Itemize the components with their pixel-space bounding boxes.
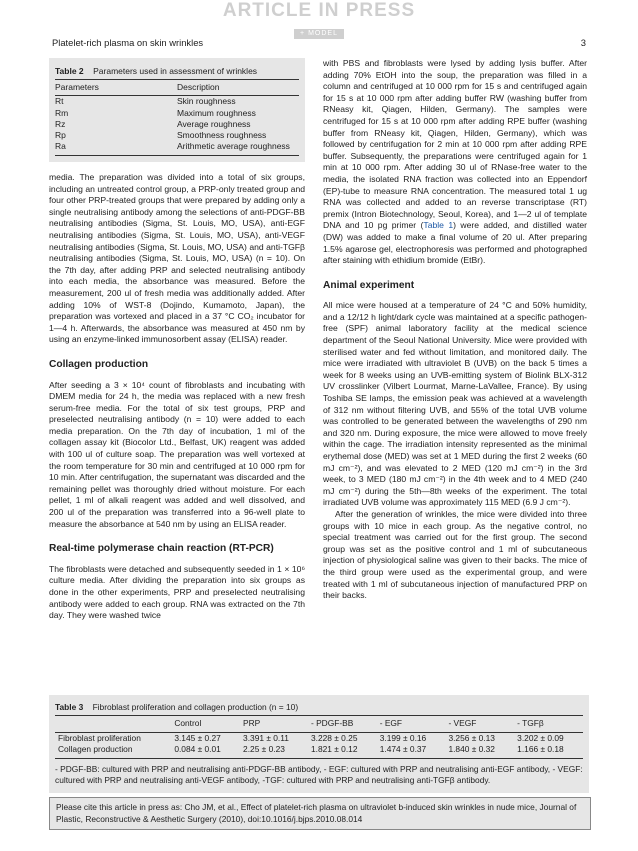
table-cell: 1.821 ± 0.12 (308, 744, 377, 758)
table-cell: Rm (55, 107, 69, 118)
table-cell: Smoothness roughness (177, 130, 267, 141)
table-2-title: Parameters used in assessment of wrinkles (93, 66, 258, 76)
body-paragraph: The fibroblasts were detached and subsequently seeded in 1 × 10⁶ culture media. After dividing the preparation into six groups as done in the other experiments, PRP and preselected neutralising antibody were added to each group. RNA was extracted on the 7th day. They were washed twice (49, 563, 305, 621)
table-row (55, 141, 299, 155)
section-heading-collagen: Collagen production (49, 358, 149, 370)
table-3-title: Fibroblast proliferation and collagen production (n = 10) (92, 702, 299, 712)
section-heading-rt-pcr: Real-time polymerase chain reaction (RT-PCR) (49, 543, 274, 555)
body-paragraph (323, 58, 587, 267)
banner-title: ARTICLE IN PRESS (222, 0, 416, 21)
citation-box: Please cite this article in press as: Cho JM, et al., Effect of platelet-rich plasma on ultraviolet b-induced skin wrinkles in nude mice, Journal of Plastic, Reconstructive & Aesthetic Surgery (2010), doi:10.1016/j.bjps.2010.08.014 (49, 797, 591, 830)
table-row (55, 96, 299, 108)
table-cell: 3.199 ± 0.16 (379, 732, 427, 743)
table-3-header: - TGFβ (514, 716, 583, 733)
table-row (55, 108, 299, 119)
table-cell: Skin roughness (177, 96, 236, 107)
table-3-header: - PDGF-BB (308, 716, 377, 733)
table-cell: 1.166 ± 0.18 (514, 744, 583, 758)
table-2 (49, 58, 305, 162)
body-text: ) were added, and distilled water (DW) was added to make a final volume of 20 ul. After preparing 1.5% agarose gel, electrophoresis was performed and photographed after staining with ethidium bromide (EtBr). (323, 220, 588, 266)
table-cell: Rp (55, 130, 66, 141)
table-cell: 3.228 ± 0.25 (310, 732, 358, 743)
article-in-press-banner (0, 0, 638, 37)
table-3-header (55, 716, 171, 733)
table-cell: 1.474 ± 0.37 (377, 744, 446, 758)
table-cell: Ra (55, 141, 177, 155)
table-cell: Collagen production (55, 744, 171, 758)
page-number: 3 (580, 37, 586, 48)
body-paragraph: All mice were housed at a temperature of 24 °C and 50% humidity, and a 12/12 h light/dark cycle was maintained at a specific pathogen-free (SPF) animal laboratory facility at the medical science department of the Seoul National University. Mice were provided with sterilised water and fed without limitation, and monitored daily. The mice were irradiated with ultraviolet B (UVB) on the back 5 times a week for 8 weeks using an UVB-emitting system of Biolink BLX-312 UV crosslinker (Vilbert Lourmat, Marne-LaVallee, France). By using Toshiba SE lamps, the emission peak was achieved at a wavelength of 312 nm without filtering UVB, and 55% of the total UVB volume was controlled to be generated between the wavelengths of 290 nm and 320 nm. During exposure, the mice were allowed to move freely within the cage. The irradiation intensity represented as the minimal erythemal dose (MED) was set at 1 MED during the first 2 weeks (60 mJ cm⁻²), and was elevated to 2 MED (120 mJ cm⁻²) in the 3rd week, to 3 MED (180 mJ cm⁻²) in the 4th week and to 4 MED (240 mJ cm⁻²) during the 5th—8th weeks of the experiment. The total irradiated UVB volume was approximately 115 MED (6.9 J cm⁻²). (323, 300, 587, 508)
table-cell: 2.25 ± 0.23 (240, 744, 308, 758)
table-cell: 3.391 ± 0.11 (243, 732, 289, 743)
table-3-footnote: - PDGF-BB: cultured with PRP and neutralising anti-PDGF-BB antibody, - EGF: cultured with PRP and neutralising anti-EGF antibody, - VEGF: cultured with PRP and neutralising anti-VEGF antibody, -TGF: cultured with PRP and neutralising anti-TGFβ antibody. (55, 763, 583, 785)
table-row (55, 119, 299, 130)
right-column (323, 58, 587, 602)
table-row (55, 732, 583, 744)
table-3-caption (49, 695, 589, 715)
table-cell: 3.202 ± 0.09 (517, 732, 564, 743)
table-3 (49, 695, 589, 793)
table-cell: 3.256 ± 0.13 (448, 732, 495, 743)
body-paragraph: After the generation of wrinkles, the mice were divided into three groups with 10 mice in each group. As the negative control, no special treatment was carried out for the first group. The second group was set as the positive control and 1 ml of subcutaneous injection of physiological saline was given to their backs. The mice of the third group were used as the experimental group, and were treated with 1 ml of subcutaneous injection of manufactured PRP on their backs. (323, 508, 587, 601)
table-cell: 3.145 ± 0.27 (174, 732, 221, 743)
body-paragraph: media. The preparation was divided into a total of six groups, including an untreated control group, a PRP-only treated group and four other PRP-treated groups that were prepared by adding only a single neutralising antibody among the selections of anti-PDGF-BB neutralising antibodies (Sigma, St. Louis, MO, USA), anti-EGF neutralising antibodies (Sigma, St. Louis, MO, USA), anti-VEGF neutralising antibodies (Sigma, St. Louis, MO, USA) and anti-TGFβ neutralising antibodies (Sigma, St. Louis, MO, USA) (n = 10). On the 7th day, after adding PRP and selected neutralising antibody into each media, the absorbance was measured. Before the measurement, 200 ul of fresh media was additionally added. After adding 10% of WST-8 (Dojindo, Kumamoto, Japan), the preparation was vortexed and placed in a 37 °C CO₂ incubator for 1—4 h. Afterwards, the absorbance was measured at 450 nm by using an enzyme-linked immunosorbent assay (ELISA) reader. (49, 172, 305, 345)
table-3-label: Table 3 (55, 702, 84, 712)
table-cell: 0.084 ± 0.01 (171, 744, 240, 758)
left-column (49, 172, 305, 622)
body-paragraph: After seeding a 3 × 10⁴ count of fibroblasts and incubating with DMEM media for 24 h, the media was replaced with a new fresh serum-free media. For the total of six test groups, PRP and preselected neutralising antibody (n = 10) were added to each media preparation. On the 7th day of incubation, 1 ml of the collagen assay kit (Biocolor Ltd., Belfast, UK) reagent was added with 100 ul of culture soap. The preparation was well vortexed at the room temperature for 30 min and centrifuged at 10 000 rpm for 10 min. After centrifugation, the supernatant was discarded and the remaining pellet was thoroughly dried without moisture. For each pellet, 1 ml of alkali reagent was added and well dissolved, and 200 ul of the preparation was transferred into a 96-well plate to measure the absorbance at 540 nm by using an ELISA reader. (49, 379, 305, 529)
table-2-caption (49, 58, 305, 79)
running-head-title: Platelet-rich plasma on skin wrinkles (52, 37, 204, 48)
table-cell: Rt (55, 96, 64, 107)
table-3-header: - EGF (377, 716, 446, 733)
running-head (52, 37, 586, 48)
table-cell: 1.840 ± 0.32 (445, 744, 514, 758)
table-3-header: - VEGF (445, 716, 514, 733)
table-2-grid (55, 79, 299, 156)
table-2-header-parameters: Parameters (55, 80, 177, 96)
banner-model-tag: + MODEL (294, 29, 344, 39)
table-cell: Rz (55, 118, 66, 129)
table-cell: Fibroblast proliferation (58, 732, 141, 743)
table-row (55, 744, 583, 758)
table-row (55, 130, 299, 141)
section-heading-animal: Animal experiment (323, 279, 415, 291)
table-3-grid (55, 715, 583, 759)
table-2-label: Table 2 (55, 66, 84, 76)
table-2-header-description: Description (177, 80, 299, 96)
table-cell: Arithmetic average roughness (177, 141, 299, 155)
table-cell: Average roughness (177, 118, 251, 129)
table-1-link[interactable]: Table 1 (423, 220, 454, 231)
body-text: with PBS and fibroblasts were lysed by adding lysis buffer. After adding 70% EtOH into the soup, the preparation was filled in a column and centrifuged at 10 000 rpm for 15 s and centrifuged again for 15 s at 10 000 rpm after adding buffer RW (washing buffer from RNeasy kit, Qiagen, Hilden, Germany). The samples were centrifuged for 15 s at 10 000 rpm after adding RPE buffer (washing buffer from RNeasy kit, Qiagen, Hilden, Germany), which was followed by centrifugation for 2 min at 10 000 rpm after adding RPE buffer. Subsequently, the preparations were centrifuged again for 1 min at 10 000 rpm. After adding 30 ul of RNase-free water to the media, the isolated RNA fraction was collected into an Eppendorf (EP)-tube to measure RNA concentration. The measured total 1 ug RNA was collected and added to an reverse transcriptase (RT) premix (Intron Biotechnology, Seoul, Korea), and 1—2 ul of template DNA and 10 pg primer ( (323, 58, 587, 231)
table-3-header: Control (171, 716, 240, 733)
table-cell: Maximum roughness (177, 107, 256, 118)
table-3-header: PRP (240, 716, 308, 733)
